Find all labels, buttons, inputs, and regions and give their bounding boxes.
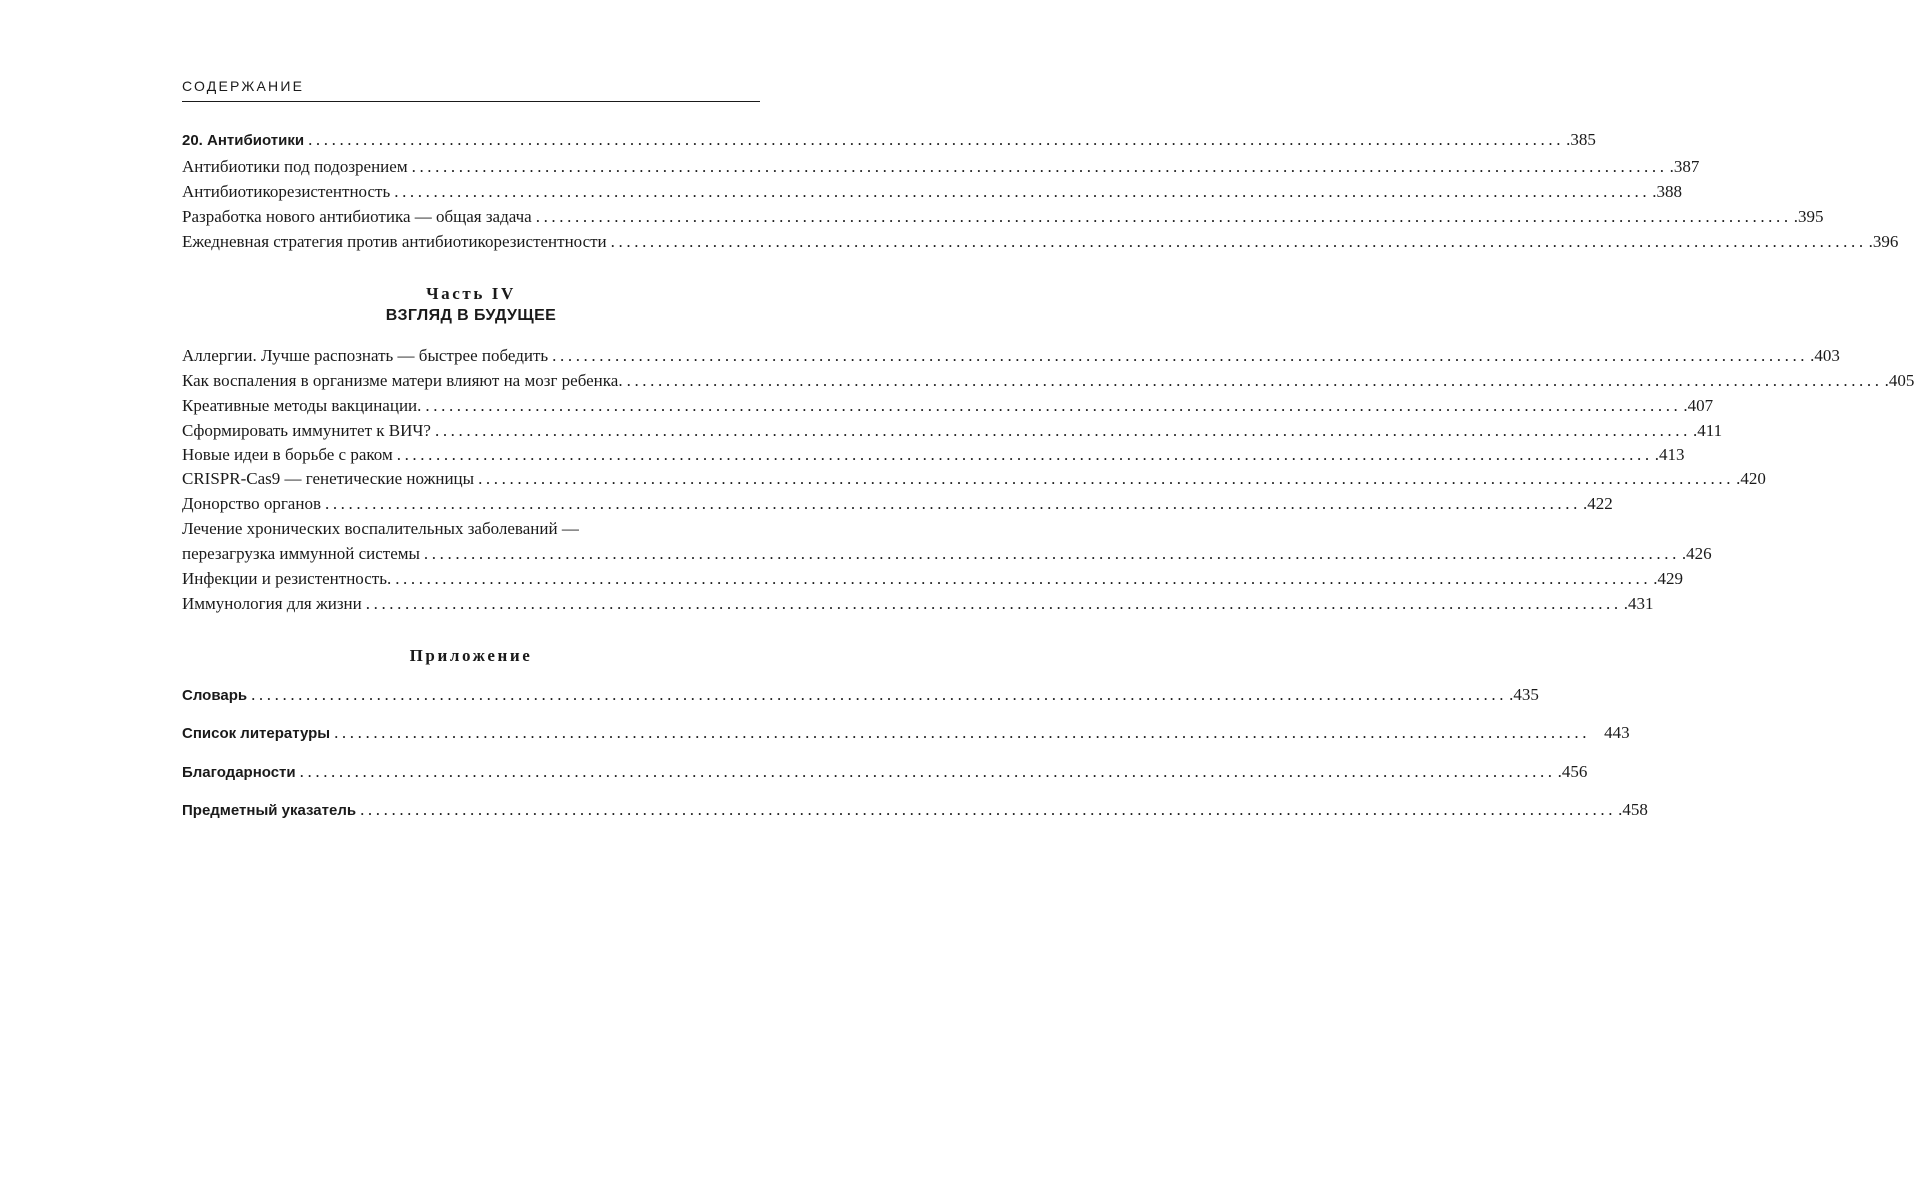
toc-entry-title: Разработка нового антибиотика — общая задача xyxy=(182,207,532,226)
toc-entry[interactable] xyxy=(182,371,1914,395)
toc-entry-appendix[interactable] xyxy=(182,762,1588,786)
dot-leader: ................................................................................................................................................................ xyxy=(324,494,1581,513)
toc-entry-appendix[interactable] xyxy=(182,685,1539,709)
toc-entry-title: Донорство органов xyxy=(182,494,321,513)
toc-entry-page: .413 xyxy=(1654,445,1685,464)
dot-leader: ................................................................................................................................................................ xyxy=(308,130,1565,149)
toc-entry-title: Список литературы xyxy=(182,725,331,742)
toc-entry[interactable] xyxy=(182,445,1685,469)
toc-entry[interactable] xyxy=(182,346,1840,370)
dot-leader: ................................................................................................................................................................ xyxy=(395,569,1652,588)
toc-entry-title: Предметный указатель xyxy=(182,802,357,819)
toc-entry-title: Аллергии. Лучше распознать — быстрее победить xyxy=(182,346,549,365)
appendix-label: Приложение xyxy=(409,646,533,665)
toc-entry-page: .458 xyxy=(1618,800,1648,819)
toc-entry-page: .403 xyxy=(1810,346,1840,365)
header-rule xyxy=(182,101,760,102)
dot-leader: ................................................................................................................................................................ xyxy=(396,445,1653,464)
toc-entry-page: .411 xyxy=(1692,421,1723,440)
toc-entry-title: Инфекции и резистентность. xyxy=(182,569,392,588)
toc-entry[interactable] xyxy=(182,544,1712,568)
toc-entry[interactable] xyxy=(182,207,1824,231)
dot-leader: ................................................................................................................................................................ xyxy=(535,207,1792,226)
toc-entry-title: Сформировать иммунитет к ВИЧ? xyxy=(182,421,431,440)
dot-leader: ................................................................................................................................................................ xyxy=(299,762,1556,781)
toc-entry-page: .431 xyxy=(1623,594,1654,613)
dot-leader: ................................................................................................................................................................ xyxy=(394,182,1651,201)
toc-entry-page: .396 xyxy=(1868,232,1899,251)
part-label: Часть IV xyxy=(426,284,516,303)
toc-entry-title: Иммунология для жизни xyxy=(182,594,362,613)
toc-entry-page: .387 xyxy=(1669,157,1700,176)
toc-entry-page: .429 xyxy=(1653,569,1683,588)
dot-leader: ................................................................................................................................................................ xyxy=(423,544,1680,563)
dot-leader: ................................................................................................................................................................ xyxy=(552,346,1809,365)
dot-leader: ................................................................................................................................................................ xyxy=(626,371,1883,390)
dot-leader: ................................................................................................................................................................ xyxy=(334,723,1591,742)
toc-entry-title: Благодарности xyxy=(182,764,296,781)
dot-leader: ................................................................................................................................................................ xyxy=(251,685,1508,704)
toc-entry[interactable] xyxy=(182,469,1766,493)
dot-leader: ................................................................................................................................................................ xyxy=(478,469,1735,488)
toc-entry-page: .395 xyxy=(1793,207,1824,226)
running-head: СОДЕРЖАНИЕ xyxy=(182,78,305,94)
toc-entry-page: .405 xyxy=(1884,371,1914,390)
dot-leader: ................................................................................................................................................................ xyxy=(610,232,1867,251)
toc-entry-page: .385 xyxy=(1566,130,1596,149)
dot-leader: ................................................................................................................................................................ xyxy=(365,594,1622,613)
toc-entry-title: Антибиотикорезистентность xyxy=(182,182,391,201)
toc-entry-title: перезагрузка иммунной системы xyxy=(182,544,420,563)
toc-entry-page: .435 xyxy=(1509,685,1539,704)
toc-entry-title: CRISPR-Cas9 — генетические ножницы xyxy=(182,469,475,488)
toc-entry[interactable] xyxy=(182,396,1714,420)
toc-entry[interactable] xyxy=(182,494,1613,518)
toc-entry[interactable] xyxy=(182,232,1899,256)
toc-entry-page: .422 xyxy=(1582,494,1613,513)
toc-entry[interactable] xyxy=(182,182,1682,206)
toc-entry-page: .407 xyxy=(1683,396,1714,415)
toc-entry-title: 20. Антибиотики xyxy=(182,132,305,149)
toc-entry[interactable] xyxy=(182,569,1683,593)
toc-entry-page: .456 xyxy=(1557,762,1588,781)
toc-entry[interactable] xyxy=(182,421,1723,445)
toc-entry-page: .420 xyxy=(1736,469,1766,488)
toc-entry-page: 443 xyxy=(1604,723,1630,742)
dot-leader: ................................................................................................................................................................ xyxy=(434,421,1691,440)
dot-leader: ................................................................................................................................................................ xyxy=(411,157,1668,176)
toc-entry-title: Креативные методы вакцинации. xyxy=(182,396,422,415)
dot-leader: ................................................................................................................................................................ xyxy=(360,800,1617,819)
toc-entry-title: Новые идеи в борьбе с раком xyxy=(182,445,393,464)
toc-entry-title: Словарь xyxy=(182,687,248,704)
toc-entry-appendix[interactable] xyxy=(182,800,1648,824)
toc-entry-page: .426 xyxy=(1681,544,1712,563)
dot-leader: ................................................................................................................................................................ xyxy=(425,396,1682,415)
toc-entry-title: Антибиотики под подозрением xyxy=(182,157,408,176)
toc-entry-title: Как воспаления в организме матери влияют на мозг ребенка. xyxy=(182,371,623,390)
toc-entry[interactable] xyxy=(182,594,1654,618)
toc-entry-title-line1[interactable]: Лечение хронических воспалительных заболеваний — xyxy=(182,519,579,538)
toc-entry[interactable] xyxy=(182,157,1700,181)
toc-entry-page: .388 xyxy=(1652,182,1682,201)
toc-entry-appendix[interactable] xyxy=(182,723,1630,747)
part-title: ВЗГЛЯД В БУДУЩЕЕ xyxy=(385,307,557,324)
toc-entry-title: Ежедневная стратегия против антибиотикорезистентности xyxy=(182,232,607,251)
toc-entry-chapter-20[interactable] xyxy=(182,130,1596,154)
